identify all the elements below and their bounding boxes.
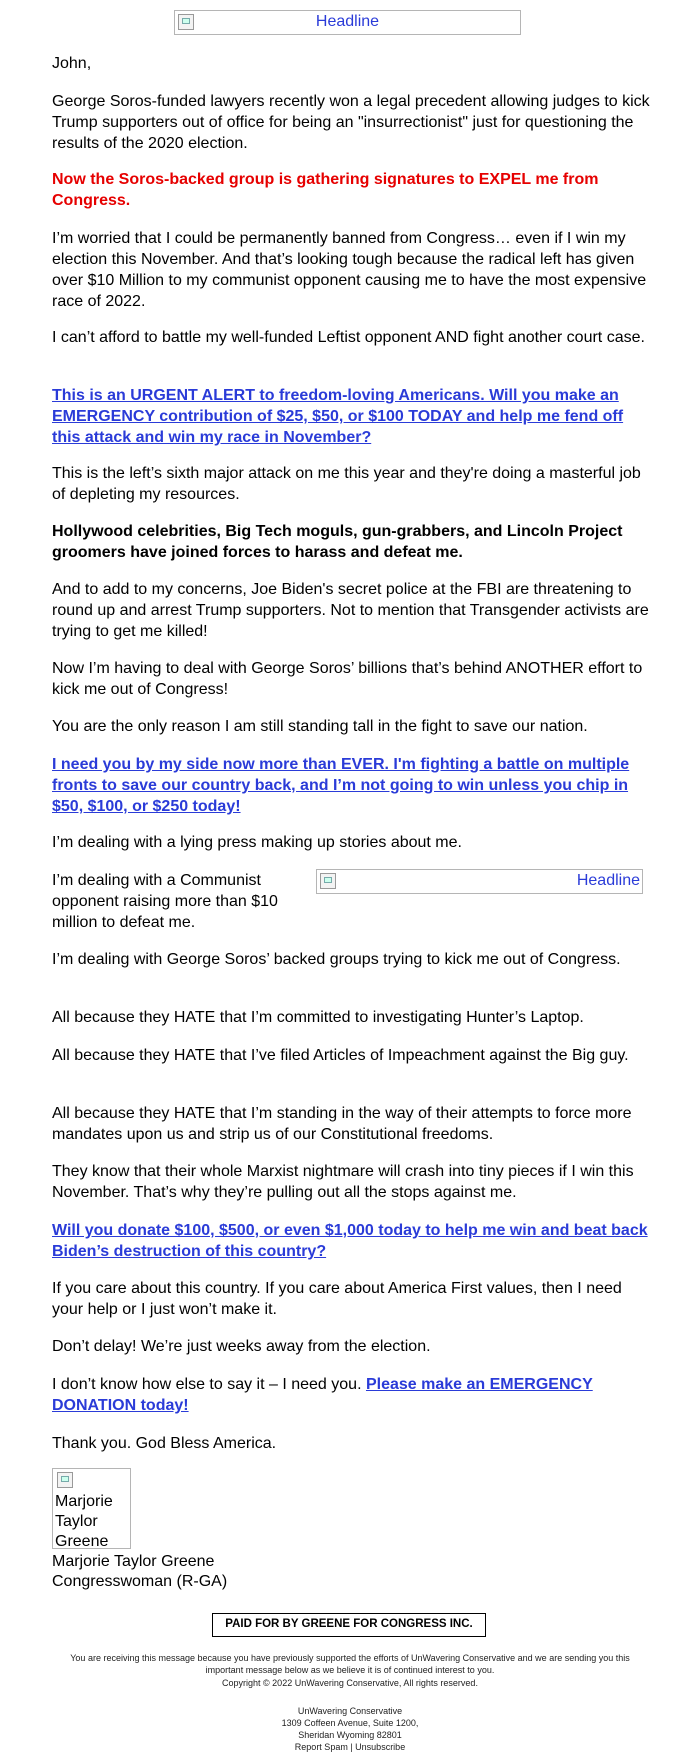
paragraph: I’m dealing with a lying press making up stories about me.	[52, 834, 462, 851]
broken-image-icon	[320, 873, 336, 889]
paid-for-disclaimer: PAID FOR BY GREENE FOR CONGRESS INC.	[212, 1613, 486, 1637]
signature-image-alt: Marjorie Taylor Greene	[55, 1493, 113, 1550]
paragraph: And to add to my concerns, Joe Biden's secret police at the FBI are threatening to round up and arrest Trump supporters. Not to mention that Transgender activists are trying to get me killed!	[52, 581, 649, 640]
paragraph: Now I’m having to deal with George Soros’ billions that’s behind ANOTHER effort to kick me out of Congress!	[52, 660, 643, 698]
paragraph: I can’t afford to battle my well-funded Leftist opponent AND fight another court case.	[52, 329, 645, 346]
address-line-2: Sheridan Wyoming 82801	[298, 1730, 402, 1740]
report-spam-link[interactable]: Report Spam	[294, 1742, 348, 1752]
signature-image	[52, 1468, 131, 1549]
broken-image-icon	[178, 14, 194, 30]
footer-notice: You are receiving this message because you have previously supported the efforts of UnWavering Conservative and we are sending you this important message below as we believe it is of continued interest to you.	[70, 1653, 630, 1675]
paragraph: If you care about this country. If you care about America First values, then I need your help or I just won’t make it.	[52, 1280, 622, 1318]
inline-image	[316, 869, 643, 894]
paragraph: I’m worried that I could be permanently banned from Congress… even if I win my election this November. And that’s looking tough because the radical left has given over $10 Million to my communist opponent causing me to have the most expensive race of 2022.	[52, 230, 647, 310]
header-image-alt: Headline	[315, 13, 380, 30]
signature-title: Congresswoman (R-GA)	[52, 1573, 228, 1590]
address-line-1: 1309 Coffeen Avenue, Suite 1200,	[281, 1718, 419, 1728]
emergency-donation-link[interactable]: Please make an EMERGENCY DONATION today!	[52, 1376, 593, 1414]
donate-link-1[interactable]: This is an URGENT ALERT to freedom-loving Americans. Will you make an EMERGENCY contribution of $25, $50, or $100 TODAY and help me fend off this attack and win my race in November?	[52, 387, 624, 446]
paragraph: This is the left’s sixth major attack on me this year and they're doing a masterful job of depleting my resources.	[52, 465, 641, 503]
inline-image-alt: Headline	[576, 872, 640, 889]
header-image	[174, 10, 521, 35]
paragraph: I’m dealing with George Soros’ backed groups trying to kick me out of Congress.	[52, 951, 621, 968]
paragraph: All because they HATE that I’ve filed Articles of Impeachment against the Big guy.	[52, 1047, 629, 1064]
unsubscribe-link[interactable]: Unsubscribe	[355, 1742, 406, 1752]
link-separator: |	[347, 1742, 356, 1752]
footer-links	[0, 1741, 700, 1753]
greeting: John,	[52, 55, 92, 72]
donate-link-3[interactable]: Will you donate $100, $500, or even $1,000 today to help me win and beat back Biden’s destruction of this country?	[52, 1222, 648, 1260]
broken-image-icon	[57, 1472, 73, 1488]
paragraph: You are the only reason I am still standing tall in the fight to save our nation.	[52, 718, 588, 735]
paragraph: Thank you. God Bless America.	[52, 1435, 277, 1452]
bold-paragraph: Hollywood celebrities, Big Tech moguls, gun-grabbers, and Lincoln Project groomers have joined forces to harass and defeat me.	[52, 523, 623, 561]
paragraph: All because they HATE that I’m standing in the way of their attempts to force more mandates upon us and strip us of our Constitutional freedoms.	[52, 1105, 632, 1143]
donate-link-2[interactable]: I need you by my side now more than EVER. I'm fighting a battle on multiple fronts to save our country back, and I’m not going to win unless you chip in $50, $100, or $250 today!	[52, 756, 630, 815]
paragraph: All because they HATE that I’m committed to investigating Hunter’s Laptop.	[52, 1009, 584, 1026]
org-name: UnWavering Conservative	[297, 1706, 403, 1716]
paragraph: I’m dealing with a Communist opponent raising more than $10 million to defeat me.	[52, 872, 278, 931]
red-alert-text: Now the Soros-backed group is gathering signatures to EXPEL me from Congress.	[52, 171, 599, 209]
paragraph: George Soros-funded lawyers recently won a legal precedent allowing judges to kick Trump supporters out of office for being an "insurrectionist" just for questioning the results of the 2020 election.	[52, 93, 650, 152]
paragraph: They know that their whole Marxist nightmare will crash into tiny pieces if I win this November. That’s why they’re pulling out all the stops against me.	[52, 1163, 634, 1201]
signature-name: Marjorie Taylor Greene	[52, 1553, 215, 1570]
copyright: Copyright © 2022 UnWavering Conservative, All rights reserved.	[222, 1678, 478, 1688]
paragraph: I don’t know how else to say it – I need you.	[52, 1376, 366, 1393]
paragraph: Don’t delay! We’re just weeks away from the election.	[52, 1338, 431, 1355]
